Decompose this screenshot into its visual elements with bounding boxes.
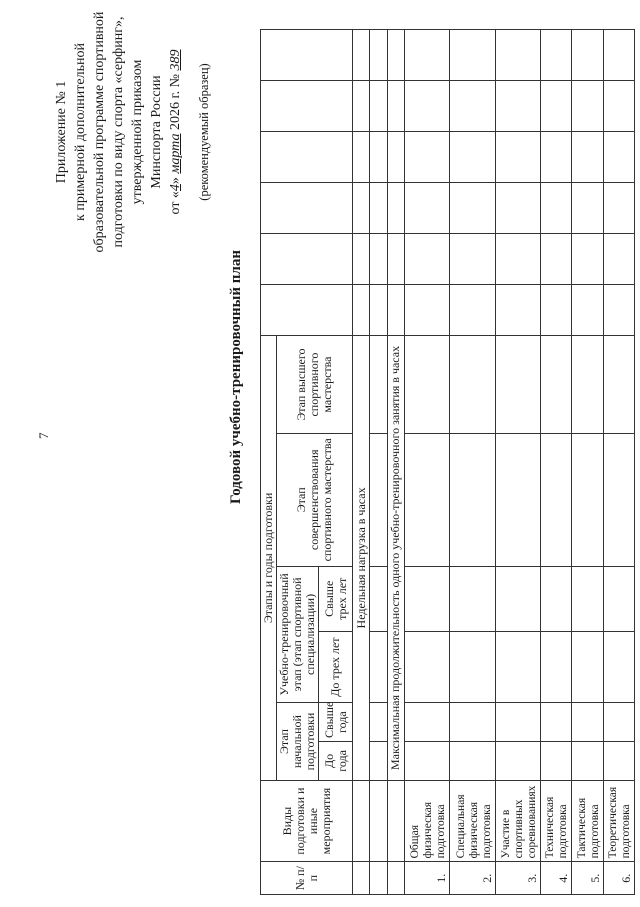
row-activity: Общая физическая подготовка [404, 780, 449, 862]
header-stage-initial: Этап начальной подготовки [277, 703, 319, 781]
row-number: 6. [603, 862, 634, 895]
max-duration-row: Максимальная продолжительность одного учебно-тренировочного занятия в часах [387, 336, 404, 781]
row-number: 4. [540, 862, 571, 895]
weekly-load-row: Недельная нагрузка в часах [353, 336, 370, 781]
row-number: 3. [495, 862, 540, 895]
header-stage-higher: Этап высшего спортивного мастерства [277, 336, 353, 434]
header-stages: Этапы и годы подготовки [261, 336, 277, 781]
row-activity: Техническая подготовка [540, 780, 571, 862]
approval-number: 389 [168, 49, 183, 71]
approval-month: марта [168, 133, 183, 174]
header-up-to-three: До трех лет [319, 631, 353, 702]
training-plan-table [260, 29, 635, 895]
approval-line: утвержденной приказом [130, 59, 145, 205]
approval-line: образовательной программе спортивной [92, 11, 107, 253]
row-activity: Теоретическая подготовка [603, 780, 634, 862]
approval-line: Минспорта России [149, 75, 164, 189]
approval-day: 4 [168, 184, 183, 192]
header-stage-improvement: Этап совершенствования спортивного мастерства [277, 434, 353, 567]
header-activity: Виды подготовки и иные мероприятия [261, 780, 353, 862]
approval-line: подготовки по виду спорта «серфинг», [111, 16, 126, 248]
document-title: Годовой учебно-тренировочный план [228, 250, 244, 504]
row-number: 5. [572, 862, 603, 895]
page-number: 7 [36, 432, 51, 439]
header-up-to-year: До года [319, 742, 353, 781]
header-over-three: Свыше трех лет [319, 566, 353, 631]
header-number: № п/п [261, 862, 353, 895]
header-stage-training: Учебно-тренировочный этап (этап спортивной специализации) [277, 566, 319, 703]
approval-block [52, 7, 214, 257]
approval-line: к примерной дополнительной [73, 43, 88, 221]
approval-date-line: от «4» марта 2026 г. № 389 [168, 49, 183, 215]
row-activity: Тактическая подготовка [572, 780, 603, 862]
row-activity: Участие в спортивных соревнованиях [495, 780, 540, 862]
row-activity: Специальная физическая подготовка [450, 780, 495, 862]
row-number: 1. [404, 862, 449, 895]
header-over-year: Свыше года [319, 703, 353, 742]
row-number: 2. [450, 862, 495, 895]
sample-note: (рекомендуемый образец) [197, 63, 211, 201]
approval-line: Приложение № 1 [54, 80, 69, 184]
